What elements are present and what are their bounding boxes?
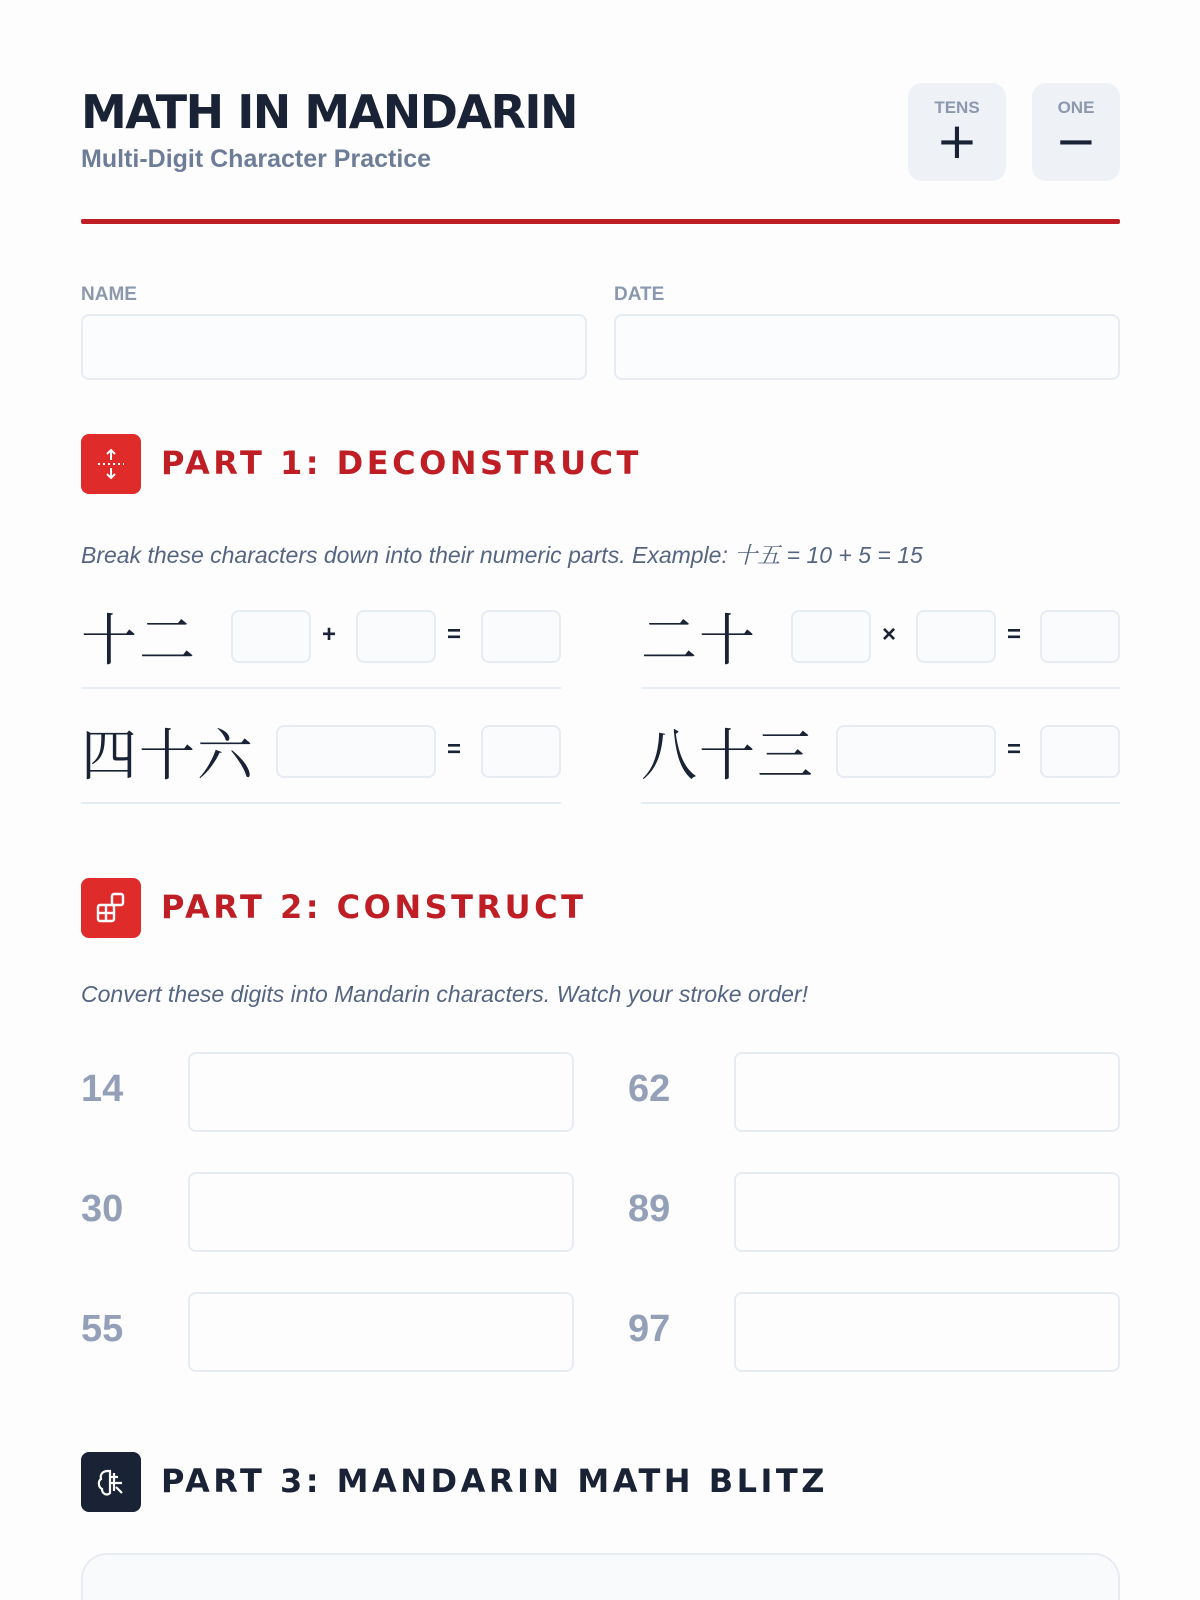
name-label: NAME bbox=[81, 284, 137, 305]
part2-instruction: Convert these digits into Mandarin characters. Watch your stroke order! bbox=[81, 981, 808, 1007]
header-divider bbox=[81, 219, 1120, 224]
character-answer-box[interactable] bbox=[188, 1052, 574, 1132]
chinese-numeral: 四十六 bbox=[81, 724, 255, 789]
answer-box[interactable] bbox=[481, 725, 561, 778]
part1-title: PART 1: DECONSTRUCT bbox=[161, 444, 642, 482]
part1-instruction: Break these characters down into their numeric parts. Example: 十五 = 10 + 5 = 15 bbox=[81, 542, 923, 568]
character-answer-box[interactable] bbox=[734, 1172, 1120, 1252]
chinese-numeral: 二十 bbox=[641, 609, 757, 674]
page-subtitle: Multi-Digit Character Practice bbox=[81, 145, 432, 173]
part2-title: PART 2: CONSTRUCT bbox=[161, 888, 587, 926]
equals-operator: = bbox=[446, 621, 461, 648]
answer-box[interactable] bbox=[916, 610, 996, 663]
answer-box[interactable] bbox=[356, 610, 436, 663]
answer-box[interactable] bbox=[481, 610, 561, 663]
times-operator: × bbox=[881, 621, 896, 648]
brain-icon bbox=[81, 1452, 141, 1512]
answer-box[interactable] bbox=[836, 725, 996, 778]
answer-box[interactable] bbox=[276, 725, 436, 778]
character-answer-box[interactable] bbox=[188, 1292, 574, 1372]
chinese-numeral: 八十三 bbox=[641, 724, 815, 789]
plus-operator: + bbox=[321, 621, 336, 648]
character-answer-box[interactable] bbox=[734, 1052, 1120, 1132]
worksheet bbox=[81, 0, 1120, 1600]
answer-box[interactable] bbox=[1040, 610, 1120, 663]
blitz-card bbox=[81, 1553, 1120, 1600]
name-field[interactable] bbox=[81, 314, 587, 380]
one-label: ONE bbox=[1057, 98, 1095, 117]
part1-row bbox=[641, 724, 1120, 804]
plus-icon: + bbox=[936, 112, 978, 170]
digit-prompt: 14 bbox=[81, 1068, 124, 1110]
tens-tile bbox=[908, 83, 1006, 181]
digit-prompt: 89 bbox=[628, 1188, 671, 1230]
minus-icon: − bbox=[1055, 112, 1097, 170]
digit-prompt: 97 bbox=[628, 1308, 671, 1350]
answer-box[interactable] bbox=[791, 610, 871, 663]
part3-title: PART 3: MANDARIN MATH BLITZ bbox=[161, 1462, 828, 1500]
digit-prompt: 55 bbox=[81, 1308, 124, 1350]
answer-box[interactable] bbox=[1040, 725, 1120, 778]
page-title: MATH IN MANDARIN bbox=[81, 85, 578, 139]
answer-box[interactable] bbox=[231, 610, 311, 663]
chinese-numeral: 十二 bbox=[81, 609, 197, 674]
part1-row bbox=[81, 609, 561, 689]
equals-operator: = bbox=[1006, 736, 1021, 763]
part1-row bbox=[641, 609, 1120, 689]
character-answer-box[interactable] bbox=[734, 1292, 1120, 1372]
equals-operator: = bbox=[446, 736, 461, 763]
part1-row bbox=[81, 724, 561, 804]
tens-label: TENS bbox=[934, 98, 980, 117]
date-field[interactable] bbox=[614, 314, 1120, 380]
header bbox=[81, 83, 1120, 183]
blocks-icon bbox=[81, 878, 141, 938]
digit-prompt: 62 bbox=[628, 1068, 671, 1110]
one-tile bbox=[1032, 83, 1120, 181]
expand-vertical-icon bbox=[81, 434, 141, 494]
date-label: DATE bbox=[614, 284, 665, 305]
equals-operator: = bbox=[1006, 621, 1021, 648]
digit-prompt: 30 bbox=[81, 1188, 124, 1230]
character-answer-box[interactable] bbox=[188, 1172, 574, 1252]
